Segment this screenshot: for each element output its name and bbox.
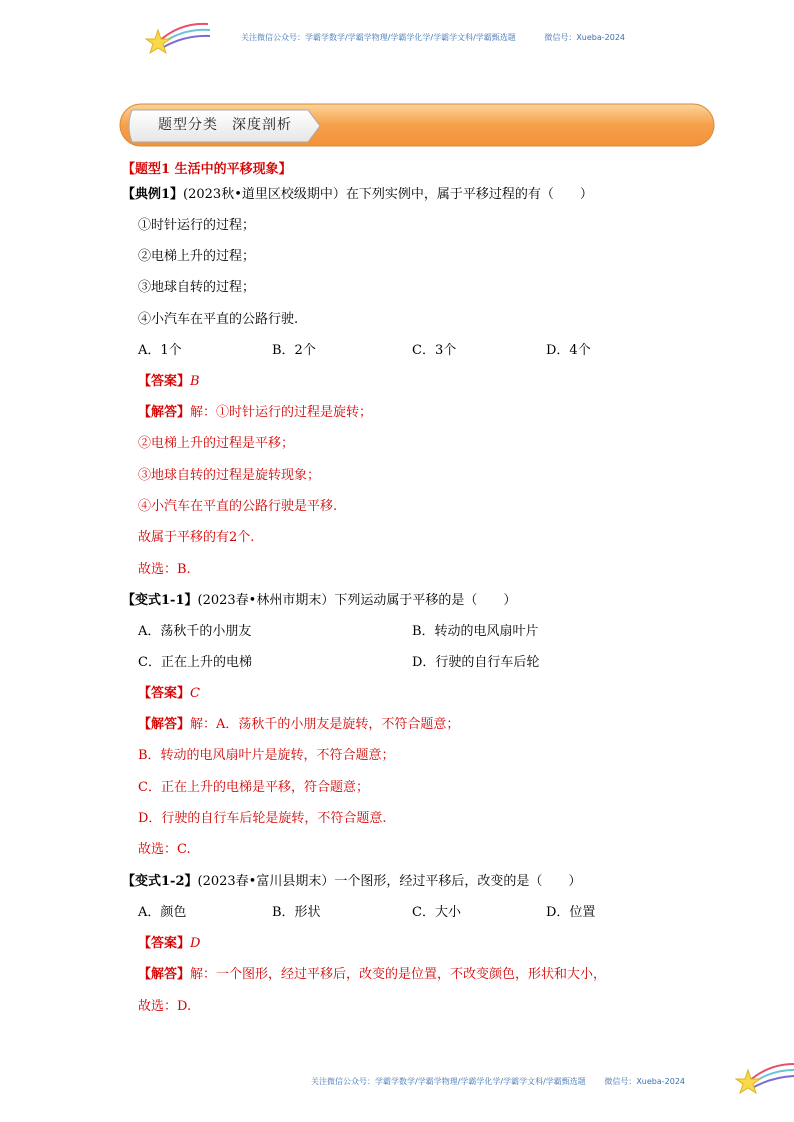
ex1-sol-4: ④小汽车在平直的公路行驶是平移. (138, 499, 338, 514)
ex1-tag: 【典例1】 (122, 187, 184, 202)
ex1-stem: (2023秋•道里区校级期中）在下列实例中，属于平移过程的有（ ） (183, 187, 593, 202)
ex2-option-b: B．转动的电风扇叶片 (412, 624, 539, 639)
page-header (241, 32, 625, 43)
star-logo-footer-icon (732, 1058, 794, 1098)
banner-part1: 题型分类 (158, 117, 218, 133)
ex2-sol-5: 故选：C. (138, 842, 191, 857)
ex2-answer: C (190, 686, 200, 701)
ex2-sol-2: B．转动的电风扇叶片是旋转，不符合题意； (138, 748, 395, 763)
ex1-answer: B (190, 374, 200, 389)
ex2-tag: 【变式1-1】 (122, 593, 198, 608)
ex2-sol-3: C．正在上升的电梯是平移，符合题意； (138, 780, 369, 795)
ex3-sol-2: 故选：D. (138, 999, 192, 1014)
ex1-option-d: D．4个 (546, 343, 591, 358)
ex1-sol-2: ②电梯上升的过程是平移； (138, 436, 295, 451)
ex3-option-c: C．大小 (412, 905, 461, 920)
footer-wechat: 微信号：Xueba-2024 (604, 1077, 686, 1086)
banner-part2: 深度剖析 (232, 117, 292, 133)
ex1-solution-line-1 (138, 405, 372, 421)
ex2-answer-tag: 【答案】 (138, 686, 191, 701)
ex1-answer-line (138, 374, 200, 390)
ex1-option-b: B．2个 (272, 343, 316, 358)
ex3-option-b: B．形状 (272, 905, 321, 920)
header-wechat: 微信号：Xueba-2024 (544, 33, 626, 42)
ex3-option-a: A．颜色 (138, 905, 187, 920)
ex2-sol-tag: 【解答】 (138, 717, 191, 732)
page-footer (311, 1076, 685, 1087)
header-text: 关注微信公众号：学霸学数学/学霸学物理/学霸学化学/学霸学文科/学霸甄选题 (241, 33, 516, 42)
ex3-answer: D (190, 936, 201, 951)
ex2-option-d: D．行驶的自行车后轮 (412, 655, 540, 670)
ex2-stem: (2023春•林州市期末）下列运动属于平移的是（ ） (197, 593, 517, 608)
ex3-option-d: D．位置 (546, 905, 596, 920)
ex1-sol-1: 解：①时针运行的过程是旋转； (190, 405, 373, 420)
ex3-tag: 【变式1-2】 (122, 874, 198, 889)
ex1-stem-line (122, 187, 593, 203)
ex2-answer-line (138, 686, 200, 702)
ex1-item-2: ②电梯上升的过程； (138, 249, 256, 264)
footer-text: 关注微信公众号：学霸学数学/学霸学物理/学霸学化学/学霸学文科/学霸甄选题 (311, 1077, 586, 1086)
ex2-stem-line (122, 593, 516, 609)
ex3-solution-line-1 (138, 967, 606, 983)
ex1-sol-5: 故属于平移的有2个. (138, 530, 255, 545)
banner-title (158, 114, 292, 134)
section-title: 【题型1 生活中的平移现象】 (122, 162, 292, 177)
ex1-answer-tag: 【答案】 (138, 374, 191, 389)
ex3-answer-line (138, 936, 200, 952)
ex1-option-a: A．1个 (138, 343, 182, 358)
ex1-option-c: C．3个 (412, 343, 457, 358)
ex2-option-c: C．正在上升的电梯 (138, 655, 252, 670)
ex1-sol-3: ③地球自转的过程是旋转现象； (138, 468, 321, 483)
ex3-stem-line (122, 874, 581, 890)
ex1-item-3: ③地球自转的过程； (138, 280, 256, 295)
ex3-answer-tag: 【答案】 (138, 936, 191, 951)
ex2-sol-4: D．行驶的自行车后轮是旋转，不符合题意. (138, 811, 387, 826)
ex1-sol-6: 故选：B. (138, 562, 191, 577)
ex2-solution-line-1 (138, 717, 459, 733)
ex2-option-a: A．荡秋千的小朋友 (138, 624, 252, 639)
ex1-sol-tag: 【解答】 (138, 405, 191, 420)
star-logo-icon (140, 18, 212, 58)
ex1-item-1: ①时针运行的过程； (138, 218, 256, 233)
ex3-sol-tag: 【解答】 (138, 967, 191, 982)
ex3-stem: (2023春•富川县期末）一个图形，经过平移后，改变的是（ ） (197, 874, 582, 889)
ex2-sol-1: 解：A．荡秋千的小朋友是旋转，不符合题意； (190, 717, 460, 732)
ex3-sol-1: 解：一个图形，经过平移后，改变的是位置，不改变颜色，形状和大小， (190, 967, 607, 982)
ex1-item-4: ④小汽车在平直的公路行驶. (138, 312, 299, 327)
